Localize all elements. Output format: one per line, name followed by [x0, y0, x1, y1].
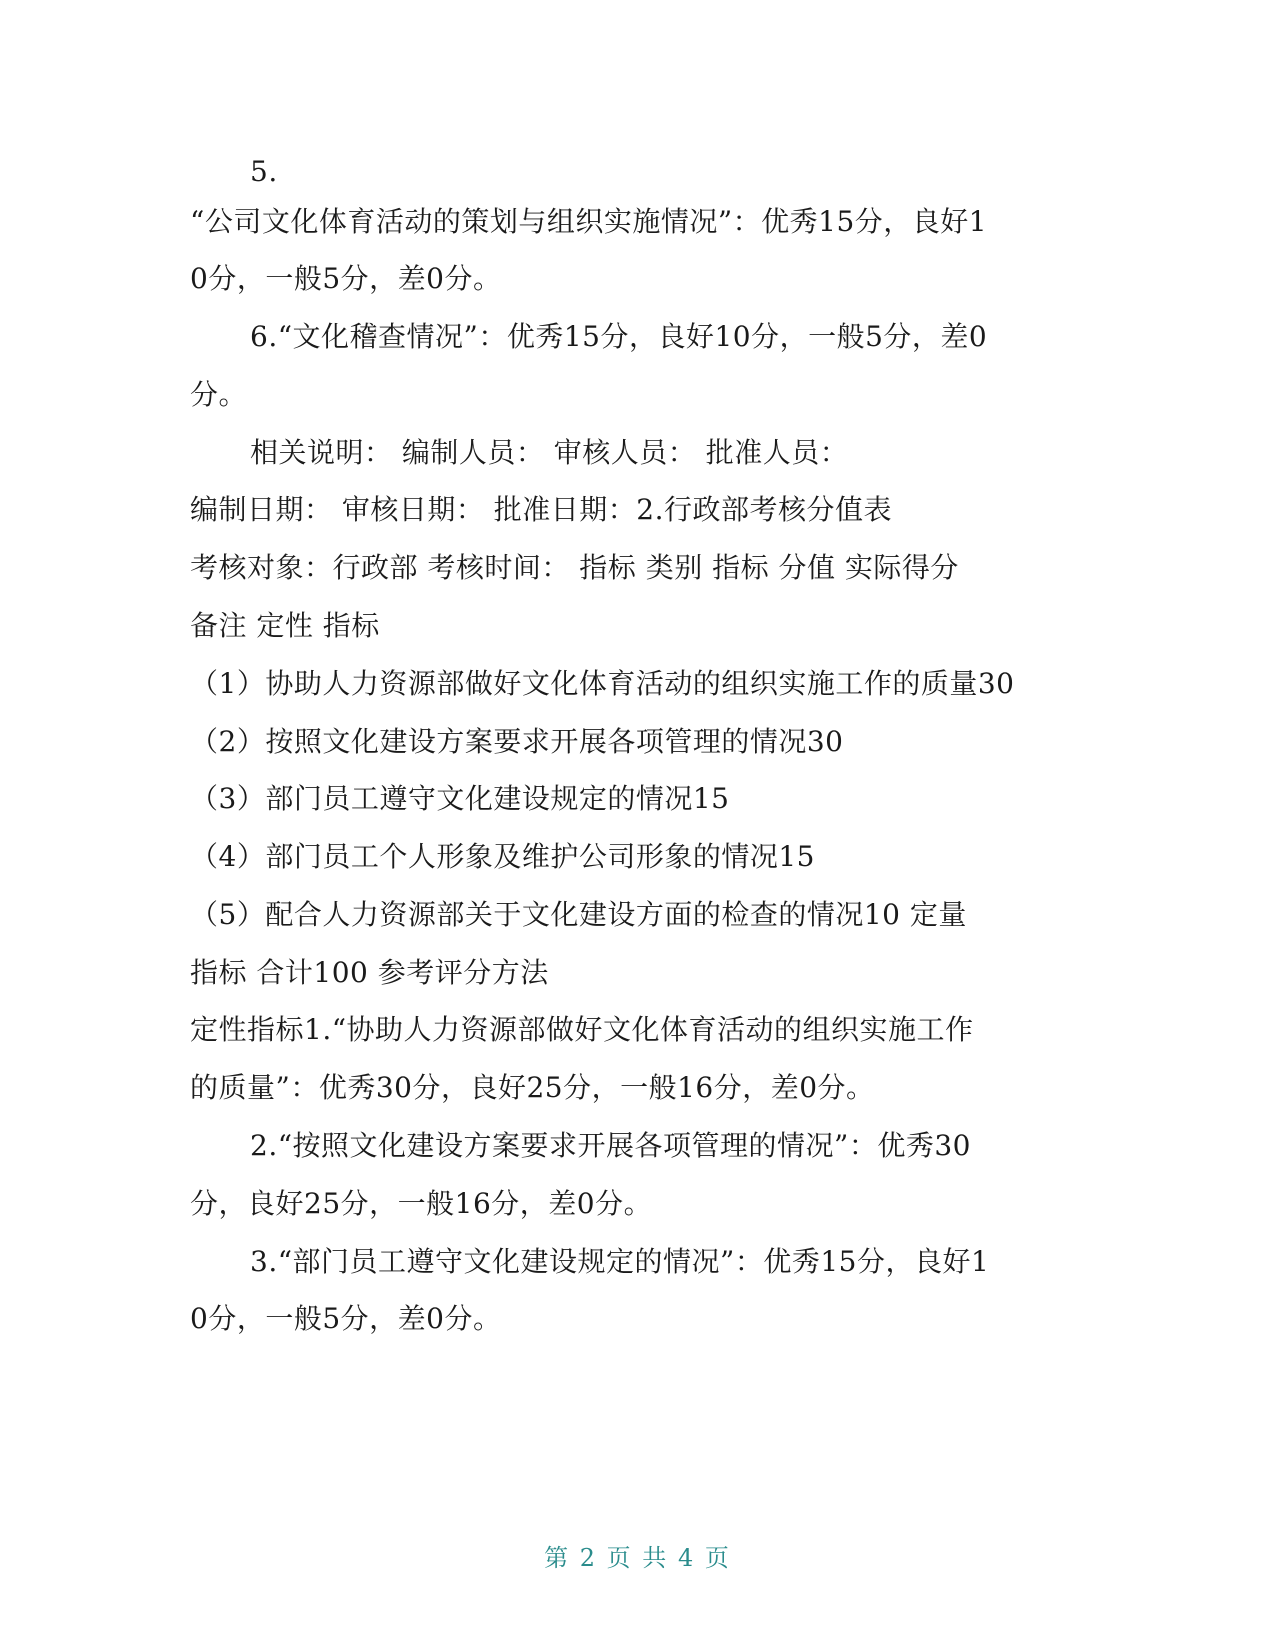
text-line-14: （5）配合人力资源部关于文化建设方面的检查的情况10 定量	[190, 898, 967, 931]
text-line-2: “公司文化体育活动的策划与组织实施情况”：优秀15分，良好1	[190, 205, 988, 238]
text-line-13: （4）部门员工个人形象及维护公司形象的情况15	[190, 840, 815, 873]
text-line-21: 0分，一般5分，差0分。	[190, 1302, 502, 1335]
text-line-15: 指标 合计100 参考评分方法	[190, 956, 549, 989]
text-line-4: 6.“文化稽查情况”：优秀15分，良好10分，一般5分，差0	[250, 320, 988, 353]
text-line-8: 考核对象：行政部 考核时间： 指标 类别 指标 分值 实际得分	[190, 551, 959, 584]
page-number-footer: 第 2 页 共 4 页	[544, 1544, 731, 1572]
text-line-10: （1）协助人力资源部做好文化体育活动的组织实施工作的质量30	[190, 667, 1015, 700]
text-line-18: 2.“按照文化建设方案要求开展各项管理的情况”：优秀30	[250, 1129, 971, 1162]
text-line-1: 5.	[250, 155, 278, 188]
text-line-6: 相关说明： 编制人员： 审核人员： 批准人员：	[250, 436, 849, 469]
text-line-19: 分，良好25分，一般16分，差0分。	[190, 1187, 653, 1220]
text-line-9: 备注 定性 指标	[190, 609, 380, 642]
text-line-16: 定性指标1.“协助人力资源部做好文化体育活动的组织实施工作	[190, 1013, 974, 1046]
text-line-5: 分。	[190, 378, 248, 411]
text-line-20: 3.“部门员工遵守文化建设规定的情况”：优秀15分，良好1	[250, 1245, 990, 1278]
text-line-3: 0分，一般5分，差0分。	[190, 262, 502, 295]
text-line-17: 的质量”：优秀30分，良好25分，一般16分，差0分。	[190, 1071, 875, 1104]
text-line-7: 编制日期： 审核日期： 批准日期：2.行政部考核分值表	[190, 493, 893, 526]
text-line-12: （3）部门员工遵守文化建设规定的情况15	[190, 782, 730, 815]
text-line-11: （2）按照文化建设方案要求开展各项管理的情况30	[190, 725, 844, 758]
